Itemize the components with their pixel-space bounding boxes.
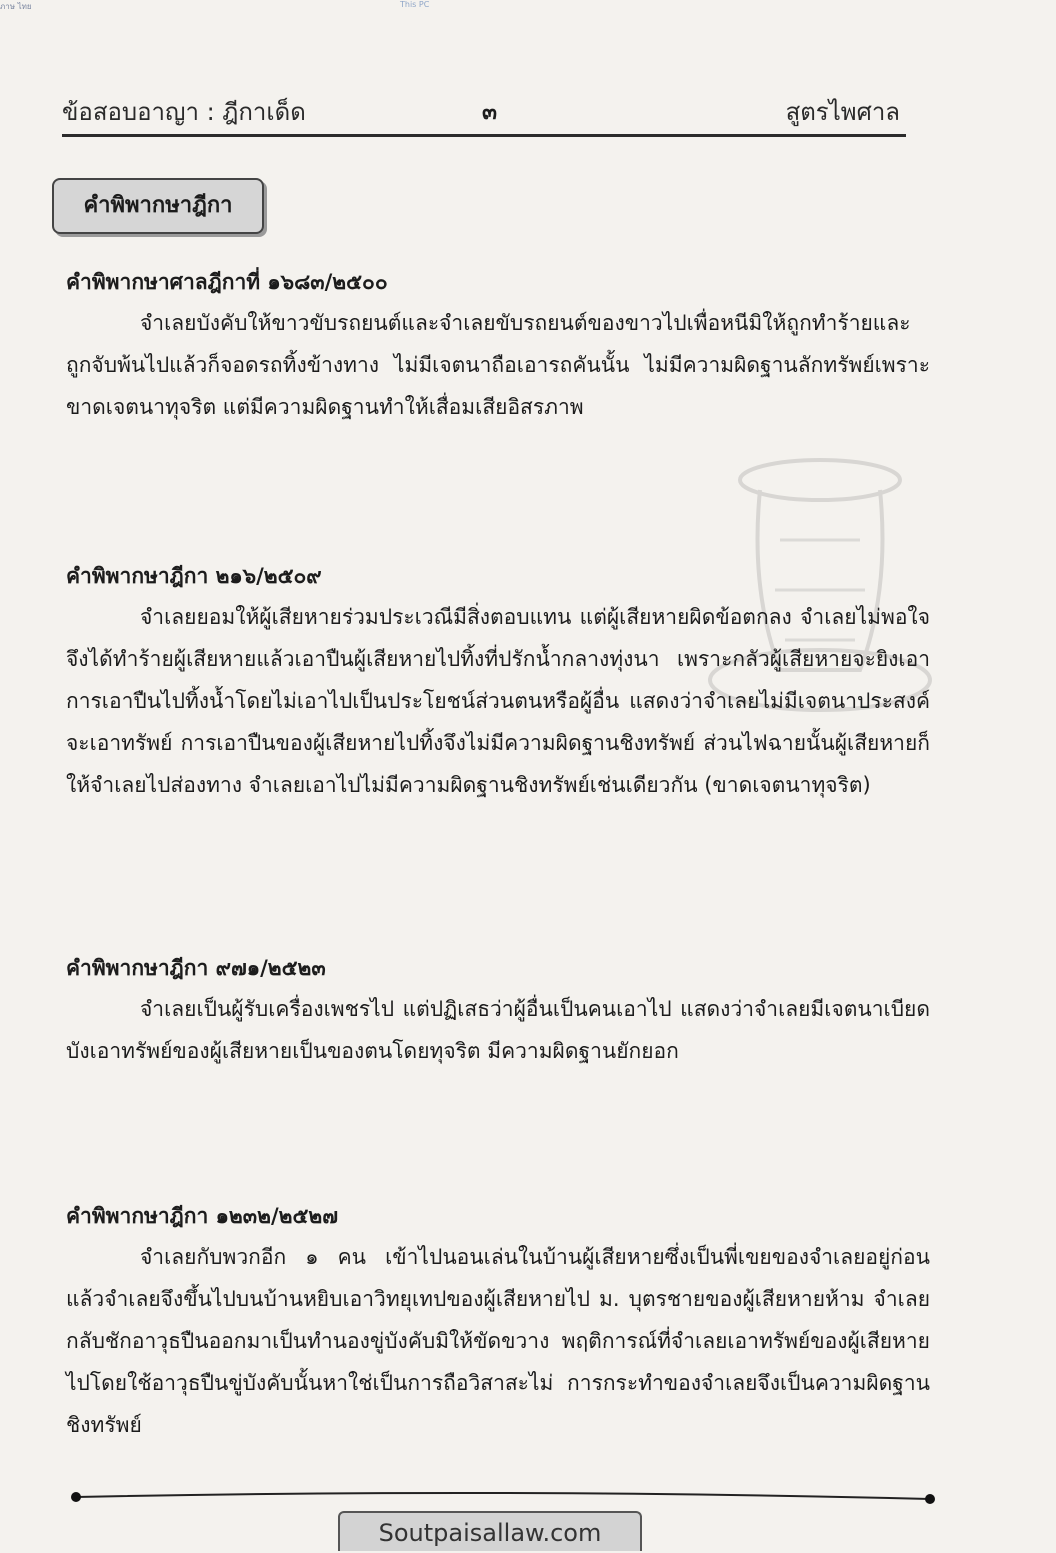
running-header (62, 86, 906, 136)
case-title: คำพิพากษาศาลฎีกาที่ ๑๖๘๓/๒๕๐๐ (66, 270, 388, 294)
case-title: คำพิพากษาฎีกา ๙๗๑/๒๕๒๓ (66, 956, 326, 980)
footer-website: Soutpaisallaw.com (338, 1511, 642, 1551)
case-body: จำเลยยอมให้ผู้เสียหายร่วมประเวณีมีสิ่งตอบแทน แต่ผู้เสียหายผิดข้อตกลง จำเลยไม่พอใจ จึงได้ทำร้ายผู้เสียหายแล้วเอาปืนผู้เสียหายไปทิ้งที่ปรักน้ำกลางทุ่งนา เพราะกลัวผู้เสียหายจะยิงเอา การเอาปืนไปทิ้งน้ำโดยไม่เอาไปเป็นประโยชน์ส่วนตนหรือผู้อื่น แสดงว่าจำเลยไม่มีเจตนาประสงค์จะเอาทรัพย์ การเอาปืนของผู้เสียหายไปทิ้งจึงไม่มีความผิดฐานชิงทรัพย์ ส่วนไฟฉายนั้นผู้เสียหายก็ให้จำเลยไปส่องทาง จำเลยเอาไปไม่มีความผิดฐานชิงทรัพย์เช่นเดียวกัน (ขาดเจตนาทุจริต) (66, 605, 930, 797)
page-number: ๓ (482, 100, 498, 125)
case-1 (66, 262, 930, 428)
case-body: จำเลยกับพวกอีก ๑ คน เข้าไปนอนเล่นในบ้านผู้เสียหายซึ่งเป็นพี่เขยของจำเลยอยู่ก่อน แล้วจำเลยจึงขึ้นไปบนบ้านหยิบเอาวิทยุเทปของผู้เสียหายไป ม. บุตรชายของผู้เสียหายห้าม จำเลยกลับชักอาวุธปืนออกมาเป็นทำนองขู่บังคับมิให้ขัดขวาง พฤติการณ์ที่จำเลยเอาทรัพย์ของผู้เสียหายไปโดยใช้อาวุธปืนขู่บังคับนั้นหาใช่เป็นการถือวิสาสะไม่ การกระทำของจำเลยจึงเป็นความผิดฐานชิงทรัพย์ (66, 1245, 930, 1437)
case-body: จำเลยเป็นผู้รับเครื่องเพชรไป แต่ปฏิเสธว่าผู้อื่นเป็นคนเอาไป แสดงว่าจำเลยมีเจตนาเบียดบังเอาทรัพย์ของผู้เสียหายเป็นของตนโดยทุจริต มีความผิดฐานยักยอก (66, 997, 930, 1063)
case-2 (66, 556, 930, 806)
case-body: จำเลยบังคับให้ขาวขับรถยนต์และจำเลยขับรถยนต์ของขาวไปเพื่อหนีมิให้ถูกทำร้ายและถูกจับพ้นไปแล้วก็จอดรถทิ้งข้างทาง ไม่มีเจตนาถือเอารถคันนั้น ไม่มีความผิดฐานลักทรัพย์เพราะขาดเจตนาทุจริต แต่มีความผิดฐานทำให้เสื่อมเสียอิสรภาพ (66, 311, 930, 419)
section-badge: คำพิพากษาฎีกา (52, 178, 264, 234)
case-title: คำพิพากษาฎีกา ๒๑๖/๒๕๐๙ (66, 564, 322, 588)
case-title: คำพิพากษาฎีกา ๑๒๓๒/๒๕๒๗ (66, 1204, 338, 1228)
top-left-text: ภาษ ไทย (0, 2, 32, 11)
case-4 (66, 1196, 930, 1446)
header-series-title: สูตรไพศาล (785, 98, 900, 126)
header-book-title: ข้อสอบอาญา : ฎีกาเด็ด (62, 98, 306, 126)
top-strip (0, 0, 1056, 14)
footer-rule (70, 1490, 936, 1504)
top-mid-text: This PC (400, 0, 430, 9)
case-3 (66, 948, 930, 1072)
header-rule (62, 134, 906, 137)
